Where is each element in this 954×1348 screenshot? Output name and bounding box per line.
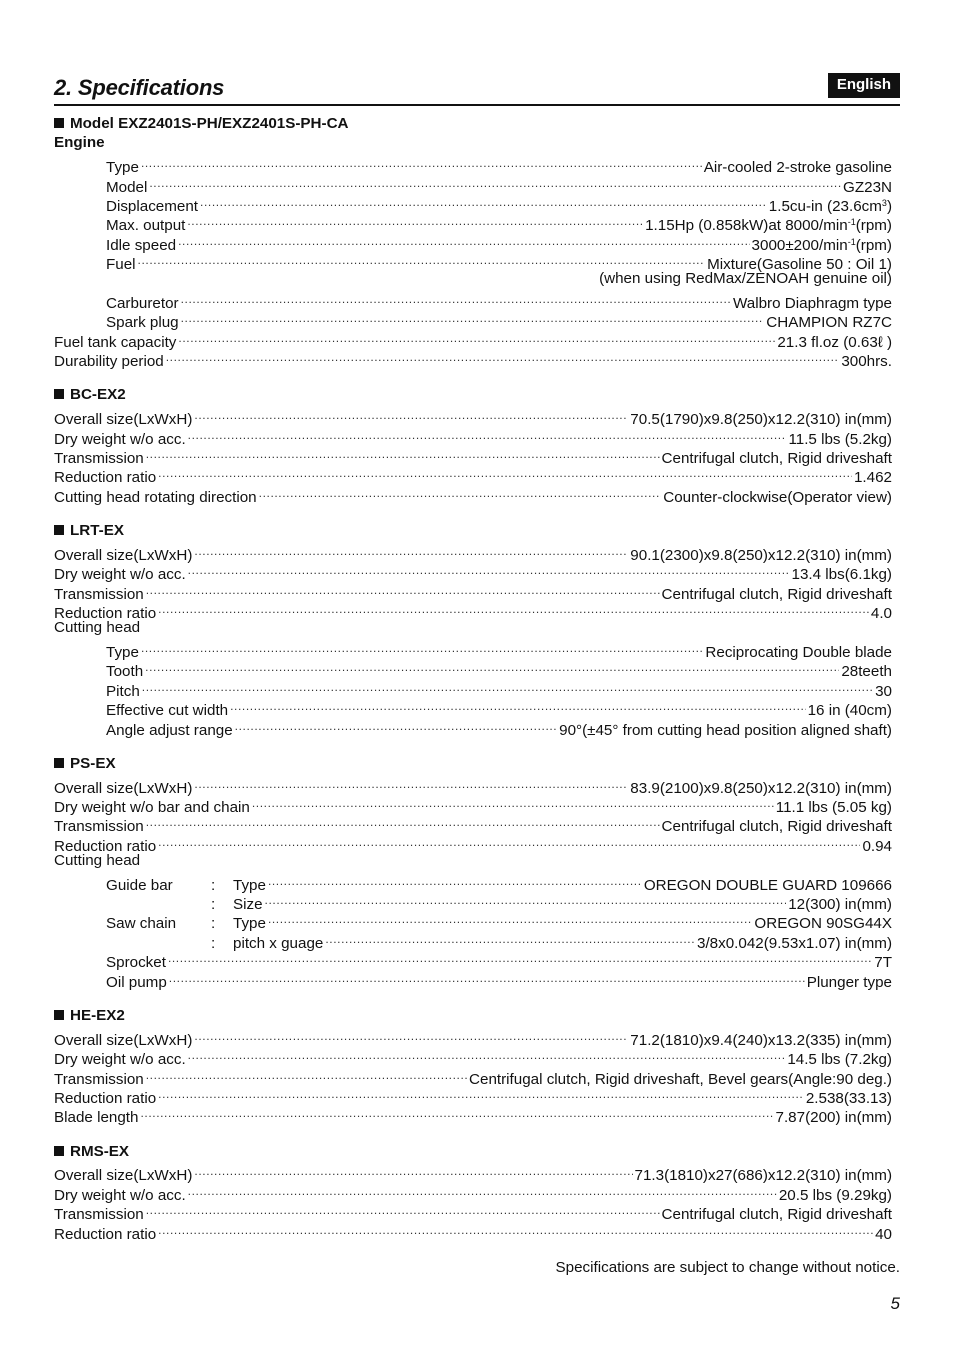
spec-row: Dry weight w/o acc. ..... 13.4 lbs(6.1kg): [54, 560, 892, 579]
spec-page: [54, 72, 900, 1313]
spec-row: Spark plug ..... CHAMPION RZ7C: [54, 308, 892, 327]
square-bullet-icon: [54, 389, 64, 399]
spec-row: Overall size(LxWxH) ..... 90.1(2300)x9.8(250)x12.2(310) in(mm): [54, 541, 892, 560]
section-title-rms: RMS-EX: [54, 1142, 892, 1161]
section-title-model: Model EXZ2401S-PH/EXZ2401S-PH-CA: [54, 114, 892, 133]
spec-row: Overall size(LxWxH) ..... 71.3(1810)x27(686)x12.2(310) in(mm): [54, 1161, 892, 1180]
spec-row: Cutting head rotating direction ..... Counter-clockwise(Operator view): [54, 482, 892, 501]
spec-row: Dry weight w/o acc. ..... 14.5 lbs (7.2kg): [54, 1045, 892, 1064]
spec-row: Reduction ratio ..... 0.94: [54, 831, 892, 850]
section-title-he: HE-EX2: [54, 1006, 892, 1025]
spec-row: Reduction ratio ..... 40: [54, 1219, 892, 1238]
spec-row: Guide bar : Type ..... OREGON DOUBLE GUARD 109666: [54, 870, 892, 889]
spec-row: Dry weight w/o bar and chain ..... 11.1 lbs (5.05 kg): [54, 793, 892, 812]
spec-row: Angle adjust range ..... 90°(±45° from cutting head position aligned shaft): [54, 715, 892, 734]
cutting-head-label: Cutting head: [54, 851, 141, 869]
spec-row: Reduction ratio ..... 1.462: [54, 463, 892, 482]
square-bullet-icon: [54, 1010, 64, 1020]
spec-row: Displacement ..... 1.5cu-in $(23.6cm^3)$: [54, 192, 892, 211]
language-badge: English: [828, 73, 900, 98]
spec-row: Saw chain : Type ..... OREGON 90SG44X: [54, 909, 892, 928]
page-number: 5: [890, 1294, 900, 1313]
spec-row: Transmission ..... Centrifugal clutch, Rigid driveshaft: [54, 812, 892, 831]
spec-row: Carburetor ..... Walbro Diaphragm type: [54, 289, 892, 308]
engine-heading: Engine: [54, 134, 105, 152]
section-title-bc: BC-EX2: [54, 385, 892, 404]
spec-row: Type ..... Reciprocating Double blade: [54, 638, 892, 657]
page-header: [54, 72, 900, 106]
spec-row: Type ..... Air-cooled 2-stroke gasoline: [54, 153, 892, 172]
square-bullet-icon: [54, 758, 64, 768]
spec-row: Max. output ..... 1.15Hp (0.858kW)at $8000/\min^{-1}(rpm)$: [54, 211, 892, 230]
spec-row: Fuel tank capacity ..... 21.3 fl.oz (0.63ℓ ): [54, 327, 892, 346]
spec-row: Overall size(LxWxH) ..... 71.2(1810)x9.4(240)x13.2(335) in(mm): [54, 1025, 892, 1044]
spec-row: Overall size(LxWxH) ..... 83.9(2100)x9.8(250)x12.2(310) in(mm): [54, 773, 892, 792]
spec-row: Overall size(LxWxH) ..... 70.5(1790)x9.8(250)x12.2(310) in(mm): [54, 405, 892, 424]
square-bullet-icon: [54, 1146, 64, 1156]
spec-row: Dry weight w/o acc. ..... 11.5 lbs (5.2kg): [54, 424, 892, 443]
spec-row: Reduction ratio ..... 2.538(33.13): [54, 1084, 892, 1103]
spec-row: Transmission ..... Centrifugal clutch, Rigid driveshaft: [54, 444, 892, 463]
spec-row: Pitch ..... 30: [54, 676, 892, 695]
page-title: 2. Specifications: [54, 75, 225, 100]
spec-row: Dry weight w/o acc. ..... 20.5 lbs (9.29kg): [54, 1180, 892, 1199]
fuel-note: (when using RedMax/ZENOAH genuine oil): [599, 270, 892, 288]
square-bullet-icon: [54, 525, 64, 535]
spec-row: Sprocket ..... 7T: [54, 948, 892, 967]
spec-row: Tooth ..... 28teeth: [54, 657, 892, 676]
spec-row: Idle speed ..... $3000\pm 200/\min^{-1}(rpm)$: [54, 230, 892, 249]
spec-row: Fuel ..... Mixture(Gasoline 50 : Oil 1): [54, 250, 892, 269]
change-notice: Specifications are subject to change without notice.: [555, 1259, 900, 1276]
spec-content: [54, 114, 892, 1243]
spec-row: Model ..... GZ23N: [54, 172, 892, 191]
spec-row: Transmission ..... Centrifugal clutch, Rigid driveshaft: [54, 1200, 892, 1219]
spec-row: Transmission ..... Centrifugal clutch, Rigid driveshaft: [54, 579, 892, 598]
spec-row: Durability period ..... 300hrs.: [54, 347, 892, 366]
section-title-ps: PS-EX: [54, 754, 892, 773]
spec-row: Effective cut width ..... 16 in (40cm): [54, 696, 892, 715]
square-bullet-icon: [54, 118, 64, 128]
section-title-lrt: LRT-EX: [54, 521, 892, 540]
spec-row: : pitch x guage ..... 3/8x0.042(9.53x1.07) in(mm): [54, 928, 892, 947]
spec-row: Blade length ..... 7.87(200) in(mm): [54, 1103, 892, 1122]
spec-row: : Size ..... 12(300) in(mm): [54, 890, 892, 909]
spec-row: Oil pump ..... Plunger type: [54, 967, 892, 986]
cutting-head-label: Cutting head: [54, 619, 141, 637]
spec-row: Transmission ..... Centrifugal clutch, Rigid driveshaft, Bevel gears(Angle:90 deg.): [54, 1064, 892, 1083]
spec-row: Reduction ratio ..... 4.0: [54, 599, 892, 618]
